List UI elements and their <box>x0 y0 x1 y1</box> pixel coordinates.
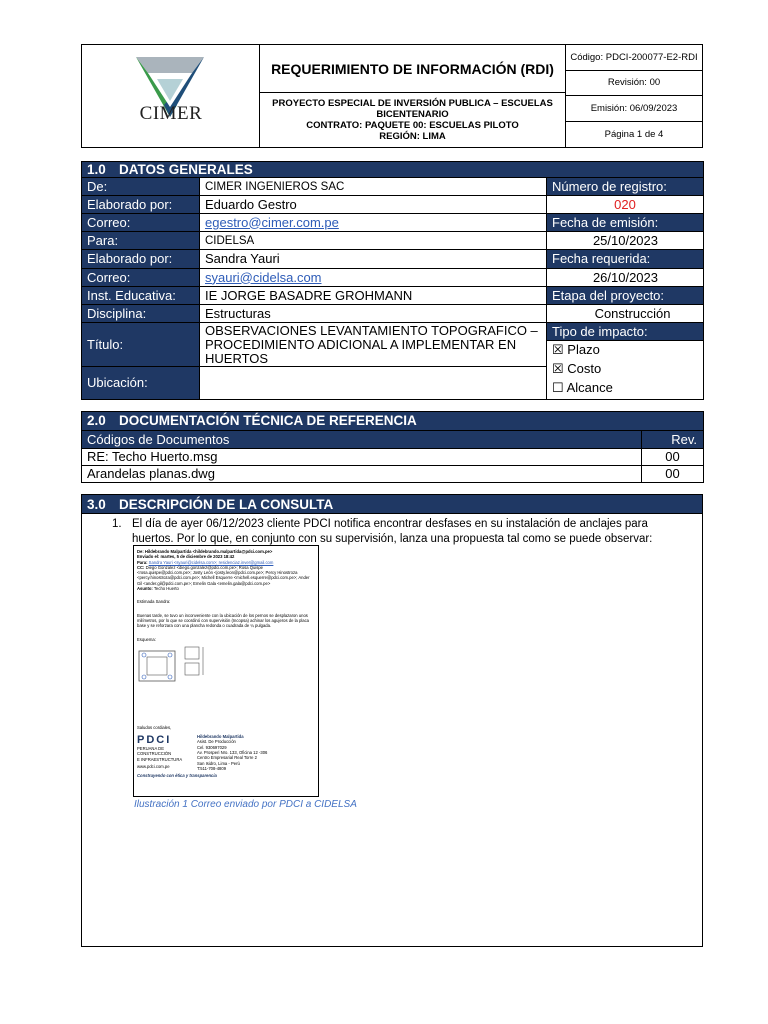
email-from-label: De: <box>137 549 144 554</box>
document-emission: Emisión: 06/09/2023 <box>566 96 702 122</box>
doc-name: Arandelas planas.dwg <box>82 466 642 483</box>
label-to: Para: <box>82 232 200 250</box>
section-3-number: 3.0 <box>87 496 106 512</box>
value-email[interactable] <box>200 214 547 232</box>
impact-option-alcance[interactable] <box>552 381 698 399</box>
company-subtitle-1: PERUANA DE CONSTRUCCIÓN <box>137 746 172 757</box>
value-prepared-by-2: Sandra Yauri <box>200 250 547 269</box>
value-title: OBSERVACIONES LEVANTAMIENTO TOPOGRAFICO – PROCEDIMIENTO ADICIONAL A IMPLEMENTAR EN HUERTOS <box>200 323 547 367</box>
section-3-header <box>82 495 702 514</box>
logo-text: CIMER <box>139 103 203 124</box>
document-revision: Revisión: 00 <box>566 71 702 97</box>
signature-line-2: Cel. 930697029 <box>197 744 227 750</box>
label-discipline: Disciplina: <box>82 305 200 323</box>
column-header-codes: Códigos de Documentos <box>82 431 642 449</box>
signature-details <box>197 734 267 771</box>
section-3-title: DESCRIPCIÓN DE LA CONSULTA <box>119 496 334 512</box>
signature-line-4: Centro Empresarial Real Torre 2 <box>197 755 257 761</box>
email-to: Sandra Yauri <syauri@cidelsa.com>; residenciaz.inver@gmail.com <box>148 559 274 565</box>
label-prepared-by-2: Elaborado por: <box>82 250 200 269</box>
label-required-date: Fecha requerida: <box>547 250 704 269</box>
checkbox-checked-icon[interactable]: ☒ <box>552 342 564 357</box>
consultation-section <box>81 494 703 947</box>
value-to: CIDELSA <box>200 232 547 250</box>
value-from: CIMER INGENIEROS SAC <box>200 178 547 196</box>
section-2-title: DOCUMENTACIÓN TÉCNICA DE REFERENCIA <box>119 413 417 428</box>
section-2-number: 2.0 <box>87 413 106 428</box>
pdci-logo <box>137 734 197 771</box>
impact-option-costo[interactable] <box>552 362 698 381</box>
label-emission-date: Fecha de emisión: <box>547 214 704 232</box>
label-email: Correo: <box>82 214 200 232</box>
project-line-3: CONTRATO: PAQUETE 00: ESCUELAS PILOTO <box>306 120 519 131</box>
email-screenshot <box>133 545 319 797</box>
reference-docs-table <box>81 411 704 483</box>
email-body: Buenas tarde, se tuvo un inconveniente con la ubicación de los pernos se desplazaron unos milímetros, por lo que se coordinó con supervisión (Incopsa) achinar los agujeros de la placa base y se reforzara con una plancha redonda o cuadrada de ¼ pulgada. <box>137 612 310 629</box>
signature-line-1: Asist. De Producción <box>197 739 236 745</box>
doc-rev: 00 <box>642 466 704 483</box>
signature-line-3: Av. Prosperi Nro. 133, Oficina 12 -306 <box>197 750 268 756</box>
label-school: Inst. Educativa: <box>82 287 200 305</box>
label-from: De: <box>82 178 200 196</box>
impact-type-options <box>547 341 704 400</box>
impact-label-costo: Costo <box>567 361 602 376</box>
document-title: REQUERIMIENTO DE INFORMACIÓN (RDI) <box>260 45 565 93</box>
figure-caption: Ilustración 1 Correo enviado por PDCI a CIDELSA <box>134 799 357 810</box>
email-sent: martes, 5 de diciembre de 2023 18:42 <box>160 554 235 560</box>
label-email-2: Correo: <box>82 269 200 287</box>
value-project-stage: Construcción <box>547 305 704 323</box>
company-url: www.pdci.com.pe <box>137 764 170 770</box>
logo-triangle-icon <box>82 45 260 147</box>
checkbox-checked-icon[interactable]: ☒ <box>552 361 564 376</box>
column-header-rev: Rev. <box>642 431 704 449</box>
email-cc: Diego Gonzalez <diego.gonzalez@pdci.com.pe>; Rosa Quispe <rosa.quispe@pdci.com.pe>; Josty León <josty.leon@pdci.com.pe>; Percy Hinostroza <percy.hinostroza@pdci.com.pe>; Michell Esquerre <michell.esquerre@pdci.com.pe>; Ander Gil <ander.gil@pdci.com.pe>; Emelin Gala <emelin.gala@pdci.com.pe> <box>137 564 310 586</box>
checkbox-unchecked-icon[interactable]: ☐ <box>552 380 564 395</box>
email-link[interactable]: egestro@cimer.com.pe <box>205 214 339 230</box>
company-subtitle-2: E INFRAESTRUCTURA <box>137 756 183 762</box>
anchor-plate-sketch-icon <box>137 645 217 685</box>
label-title: Título: <box>82 323 200 367</box>
table-row <box>82 466 704 483</box>
impact-label-alcance: Alcance <box>566 380 613 395</box>
page-number: Página 1 de 4 <box>604 128 664 140</box>
section-2-header <box>82 412 704 431</box>
signature-name: Hildebrando Malpartida <box>197 734 244 740</box>
table-row <box>82 449 704 466</box>
doc-name: RE: Techo Huerto.msg <box>82 449 642 466</box>
doc-rev: 00 <box>642 449 704 466</box>
email-subject-label: Asunto: <box>137 586 153 592</box>
email-sent-label: Enviado el: <box>137 554 160 560</box>
document-code: Código: PDCI-200077-E2-RDI <box>566 45 702 71</box>
label-project-stage: Etapa del proyecto: <box>547 287 704 305</box>
section-1-number: 1.0 <box>87 161 106 177</box>
value-emission-date: 25/10/2023 <box>547 232 704 250</box>
label-impact-type: Tipo de impacto: <box>547 323 704 341</box>
company-slogan: Construyendo con ética y transparencia <box>137 773 217 779</box>
section-1-header <box>82 162 704 178</box>
email-closing: Saludos cordiales, <box>137 724 172 730</box>
email-from: Hildebrando Malpartida <hildebrando.malpartida@pdci.com.pe> <box>144 549 273 554</box>
signature-line-5: San Isidro, Lima - Perú <box>197 760 240 766</box>
impact-label-plazo: Plazo <box>567 342 600 357</box>
value-required-date: 26/10/2023 <box>547 269 704 287</box>
email-to-label: Para: <box>137 559 148 565</box>
item-number: 1. <box>112 518 122 530</box>
value-prepared-by: Eduardo Gestro <box>200 196 547 214</box>
cimer-logo <box>82 45 260 147</box>
general-data-table <box>81 161 704 400</box>
email-signature <box>137 734 315 771</box>
email-sketch-label: Esquema: <box>137 636 156 642</box>
email-greeting: Estimada Sandra: <box>137 599 171 605</box>
section-1-title: DATOS GENERALES <box>119 161 253 177</box>
value-location <box>200 367 547 400</box>
document-header <box>81 44 703 148</box>
item-text: El día de ayer 06/12/2023 cliente PDCI notifica encontrar desfases en su instalación de anclajes para huertos. Por lo que, en conjunto con su supervisión, lanza una propuesta tal como se puede observar: <box>132 518 653 545</box>
consultation-item <box>112 517 692 547</box>
project-line-1: PROYECTO ESPECIAL DE INVERSIÓN PUBLICA – ESCUELAS <box>272 98 553 109</box>
email-cc-label: CC: <box>137 564 145 570</box>
project-line-2: BICENTENARIO <box>376 109 449 120</box>
project-info <box>260 93 565 147</box>
value-discipline: Estructuras <box>200 305 547 323</box>
label-prepared-by: Elaborado por: <box>82 196 200 214</box>
project-line-4: REGIÓN: LIMA <box>379 131 446 142</box>
email-link-2[interactable]: syauri@cidelsa.com <box>205 269 322 285</box>
pdci-logo-text: PDCI <box>137 734 172 747</box>
impact-option-plazo[interactable] <box>552 343 698 362</box>
label-registry-number: Número de registro: <box>547 178 704 196</box>
signature-line-6: T:511-708-4809 <box>197 765 227 771</box>
value-school: IE JORGE BASADRE GROHMANN <box>200 287 547 305</box>
label-location: Ubicación: <box>82 367 200 400</box>
email-subject: Techo Huerto <box>153 586 179 592</box>
value-registry-number: 020 <box>547 196 704 214</box>
value-email-2[interactable] <box>200 269 547 287</box>
